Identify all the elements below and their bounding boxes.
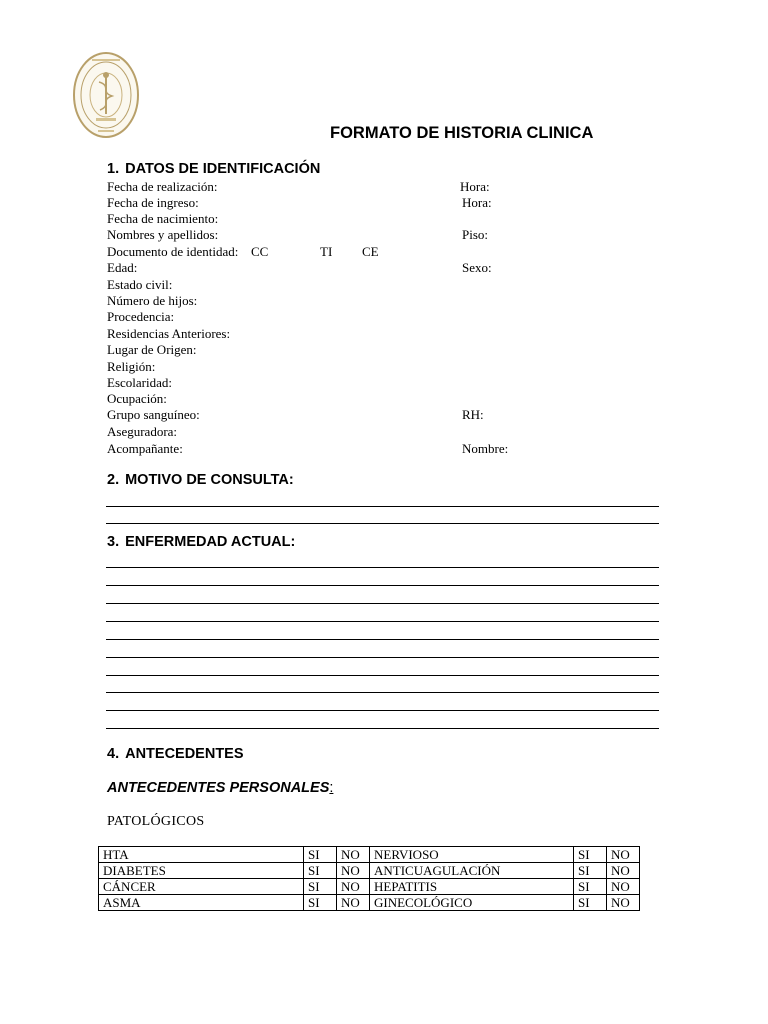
section-1-title: DATOS DE IDENTIFICACIÓN (125, 161, 321, 177)
section-3-title: ENFERMEDAD ACTUAL: (125, 534, 296, 550)
field-sexo: Sexo: (462, 260, 492, 275)
condition-cell: CÁNCER (99, 879, 304, 895)
writing-line (106, 728, 659, 729)
university-seal-logo (72, 50, 140, 140)
field-fecha-nacimiento: Fecha de nacimiento: (107, 211, 219, 226)
si-cell[interactable]: SI (574, 847, 607, 863)
field-residencias: Residencias Anteriores: (107, 326, 231, 341)
field-lugar-origen: Lugar de Origen: (107, 342, 197, 357)
si-cell[interactable]: SI (574, 879, 607, 895)
no-cell[interactable]: NO (607, 895, 640, 911)
field-rh: RH: (462, 407, 484, 422)
no-cell[interactable]: NO (337, 895, 370, 911)
condition-cell: HEPATITIS (370, 879, 574, 895)
si-cell[interactable]: SI (304, 863, 337, 879)
field-documento: Documento de identidad: (107, 244, 239, 259)
no-cell[interactable]: NO (337, 879, 370, 895)
writing-line (106, 603, 659, 604)
section-2-number: 2. (107, 472, 120, 488)
field-doc-cc: CC (251, 244, 269, 259)
field-doc-ti: TI (320, 244, 333, 259)
field-doc-ce: CE (362, 244, 379, 259)
si-cell[interactable]: SI (304, 847, 337, 863)
no-cell[interactable]: NO (337, 863, 370, 879)
writing-line (106, 675, 659, 676)
section-3-heading (107, 534, 295, 550)
si-cell[interactable]: SI (574, 895, 607, 911)
section-4-heading (107, 746, 244, 762)
field-fecha-ingreso: Fecha de ingreso: (107, 195, 199, 210)
condition-cell: HTA (99, 847, 304, 863)
section-3-number: 3. (107, 534, 120, 550)
section-1-number: 1. (107, 161, 120, 177)
section-2-heading (107, 472, 294, 488)
section-2-title: MOTIVO DE CONSULTA: (125, 472, 294, 488)
field-hora-2: Hora: (462, 195, 492, 210)
writing-line (106, 585, 659, 586)
table-row (99, 863, 640, 879)
field-piso: Piso: (462, 227, 489, 242)
field-grupo-sanguineo: Grupo sanguíneo: (107, 407, 200, 422)
field-hora-1: Hora: (460, 179, 490, 194)
writing-line (106, 567, 659, 568)
table-row (99, 879, 640, 895)
patologicos-label: PATOLÓGICOS (107, 814, 205, 829)
field-religion: Religión: (107, 359, 156, 374)
condition-cell: ASMA (99, 895, 304, 911)
condition-cell: DIABETES (99, 863, 304, 879)
writing-line (106, 657, 659, 658)
field-numero-hijos: Número de hijos: (107, 293, 198, 308)
antecedentes-personales-label: ANTECEDENTES PERSONALES (107, 780, 330, 796)
field-aseguradora: Aseguradora: (107, 424, 178, 439)
si-cell[interactable]: SI (304, 879, 337, 895)
field-fecha-realizacion: Fecha de realización: (107, 179, 218, 194)
section-4-number: 4. (107, 746, 120, 762)
no-cell[interactable]: NO (607, 863, 640, 879)
field-nombre: Nombre: (462, 441, 509, 456)
field-acompanante: Acompañante: (107, 441, 183, 456)
section-4-title: ANTECEDENTES (125, 746, 244, 762)
no-cell[interactable]: NO (607, 879, 640, 895)
field-ocupacion: Ocupación: (107, 391, 167, 406)
field-edad: Edad: (107, 260, 138, 275)
field-procedencia: Procedencia: (107, 309, 175, 324)
table-row (99, 847, 640, 863)
condition-cell: GINECOLÓGICO (370, 895, 574, 911)
condition-cell: NERVIOSO (370, 847, 574, 863)
writing-line (106, 710, 659, 711)
antecedentes-table (98, 846, 640, 911)
field-nombres: Nombres y apellidos: (107, 227, 219, 242)
table-row (99, 895, 640, 911)
document-title: FORMATO DE HISTORIA CLINICA (330, 124, 594, 142)
field-escolaridad: Escolaridad: (107, 375, 172, 390)
field-estado-civil: Estado civil: (107, 277, 173, 292)
no-cell[interactable]: NO (337, 847, 370, 863)
writing-line (106, 523, 659, 524)
si-cell[interactable]: SI (304, 895, 337, 911)
antecedentes-personales-colon: : (329, 780, 334, 796)
condition-cell: ANTICUAGULACIÓN (370, 863, 574, 879)
section-1-heading (107, 161, 320, 177)
writing-line (106, 692, 659, 693)
si-cell[interactable]: SI (574, 863, 607, 879)
writing-line (106, 621, 659, 622)
writing-line (106, 639, 659, 640)
no-cell[interactable]: NO (607, 847, 640, 863)
writing-line (106, 506, 659, 507)
antecedentes-personales-heading (107, 780, 333, 796)
